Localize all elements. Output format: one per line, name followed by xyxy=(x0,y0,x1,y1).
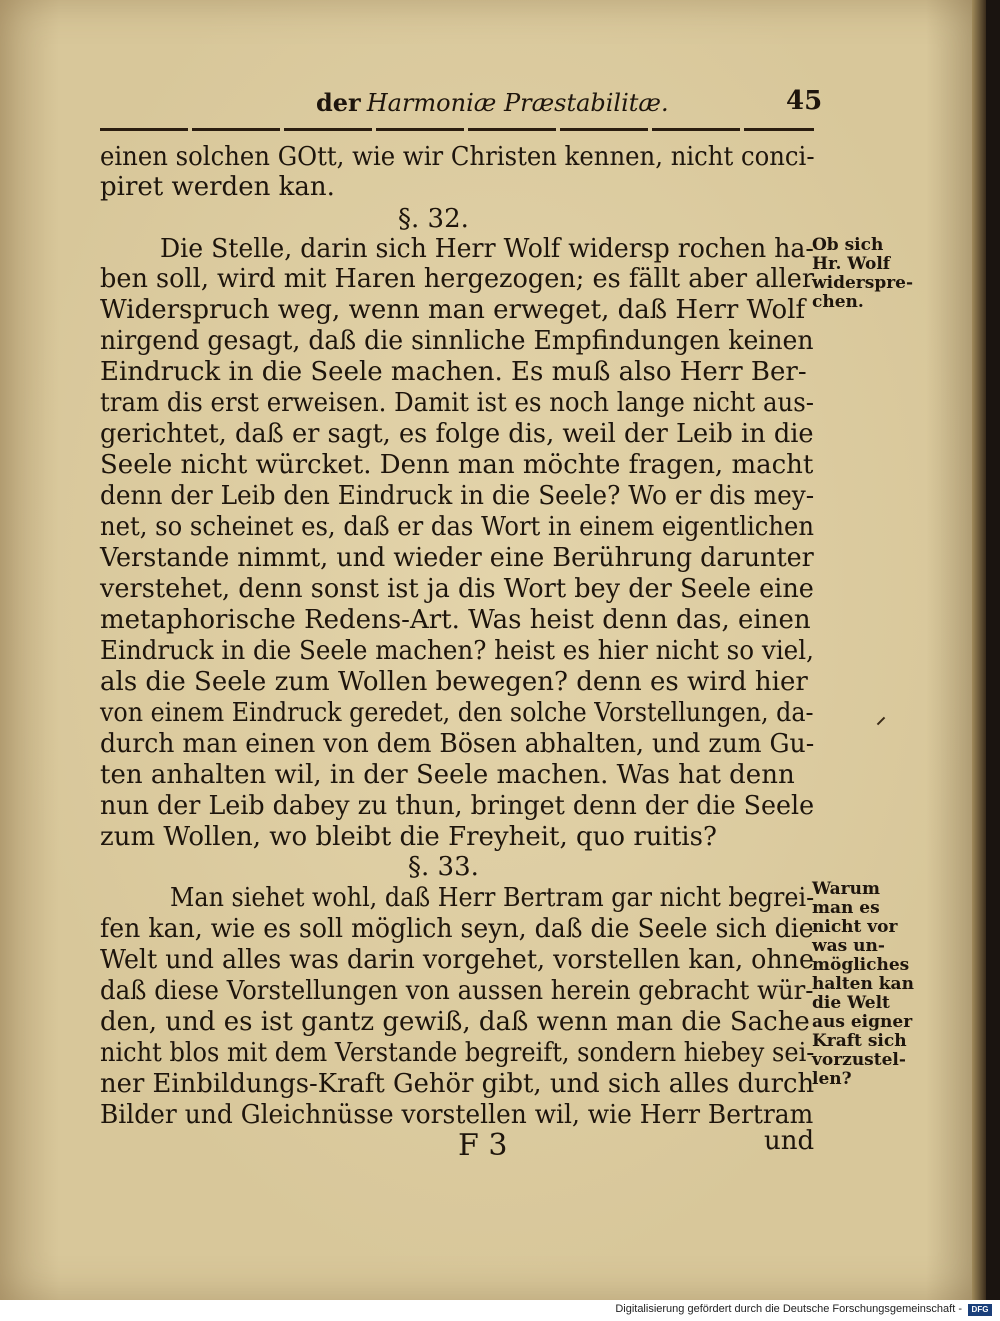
text-line: durch man einen von dem Bösen abhalten, und zum Gu- xyxy=(100,729,815,759)
text-line: Eindruck in die Seele machen? heist es hier nicht so viel, xyxy=(100,636,814,666)
margin-note-line: mögliches xyxy=(812,955,910,975)
margin-note-line: len? xyxy=(812,1069,852,1089)
footer-credit: Digitalisierung gefördert durch die Deutsche Forschungsgemeinschaft - xyxy=(615,1303,962,1315)
text-line: piret werden kan. xyxy=(100,172,335,202)
text-line: metaphorische Redens-Art. Was heist denn das, einen xyxy=(100,605,811,635)
text-line: nicht blos mit dem Verstande begreift, sondern hiebey sei- xyxy=(100,1038,815,1068)
text-line: Eindruck in die Seele machen. Es muß also Herr Ber- xyxy=(100,357,807,387)
text-line: verstehet, denn sonst ist ja dis Wort bey der Seele eine xyxy=(100,574,814,604)
margin-note-line: Warum xyxy=(812,879,880,899)
text-line: Widerspruch weg, wenn man erweget, daß Herr Wolf xyxy=(100,295,806,325)
margin-note-line: man es xyxy=(812,898,880,918)
margin-note-line: die Welt xyxy=(812,993,890,1013)
running-head-title: Harmoniæ Præstabilitæ. xyxy=(366,89,669,117)
text-line: als die Seele zum Wollen bewegen? denn es wird hier xyxy=(100,667,808,697)
catchword: und xyxy=(764,1126,815,1156)
text-line: Die Stelle, darin sich Herr Wolf widersp rochen ha- xyxy=(160,234,814,264)
text-line: nirgend gesagt, daß die sinnliche Empfindungen keinen xyxy=(100,326,814,356)
margin-note-line: vorzustel- xyxy=(812,1050,906,1070)
margin-note-line: aus eigner xyxy=(812,1012,913,1032)
text-line: denn der Leib den Eindruck in die Seele? Wo er dis mey- xyxy=(100,481,815,511)
text-line: von einem Eindruck geredet, den solche Vorstellungen, da- xyxy=(100,698,814,728)
header-rule xyxy=(100,128,814,131)
text-line: einen solchen GOtt, wie wir Christen kennen, nicht conci- xyxy=(100,142,815,172)
text-line: Seele nicht würcket. Denn man möchte fragen, macht xyxy=(100,450,814,480)
text-line: zum Wollen, wo bleibt die Freyheit, quo ruitis? xyxy=(100,822,717,852)
text-line: ten anhalten wil, in der Seele machen. Was hat denn xyxy=(100,760,795,790)
running-head-prefix: der xyxy=(316,88,361,117)
margin-note-line: Kraft sich xyxy=(812,1031,907,1051)
text-line: den, und es ist gantz gewiß, daß wenn man die Sache xyxy=(100,1007,810,1037)
text-line: Verstande nimmt, und wieder eine Berührung darunter xyxy=(100,543,814,573)
text-line: Man siehet wohl, daß Herr Bertram gar nicht begrei- xyxy=(170,883,815,913)
text-line: Welt und alles was darin vorgehet, vorstellen kan, ohne xyxy=(100,945,814,975)
margin-note-line: Hr. Wolf xyxy=(812,254,891,274)
page-edge xyxy=(972,0,986,1300)
text-line: net, so scheinet es, daß er das Wort in einem eigentlichen xyxy=(100,512,814,542)
section-heading: §. 32. xyxy=(398,204,469,234)
text-line: nun der Leib dabey zu thun, bringet denn der die Seele xyxy=(100,791,815,821)
text-line: tram dis erst erweisen. Damit ist es noch lange nicht aus- xyxy=(100,388,814,418)
section-heading: §. 33. xyxy=(408,852,479,882)
margin-note-line: was un- xyxy=(812,936,885,956)
text-line: ner Einbildungs-Kraft Gehör gibt, und sich alles durch xyxy=(100,1069,815,1099)
signature-mark: F 3 xyxy=(458,1128,508,1163)
text-line: ben soll, wird mit Haren hergezogen; es fällt aber aller xyxy=(100,264,815,294)
margin-note-line: halten kan xyxy=(812,974,914,994)
margin-note-line: nicht vor xyxy=(812,917,898,937)
text-line: gerichtet, daß er sagt, es folge dis, weil der Leib in die xyxy=(100,419,814,449)
text-line: fen kan, wie es soll möglich seyn, daß die Seele sich die xyxy=(100,914,814,944)
margin-note-line: chen. xyxy=(812,292,864,312)
text-line: Bilder und Gleichnüsse vorstellen wil, wie Herr Bertram xyxy=(100,1100,814,1130)
page-number: 45 xyxy=(786,86,823,116)
text-line: daß diese Vorstellungen von aussen herein gebracht wür- xyxy=(100,976,814,1006)
dfg-logo-icon: DFG xyxy=(968,1304,992,1316)
running-head xyxy=(316,88,669,117)
margin-note-line: Ob sich xyxy=(812,235,884,255)
margin-note-line: widerspre- xyxy=(812,273,914,293)
